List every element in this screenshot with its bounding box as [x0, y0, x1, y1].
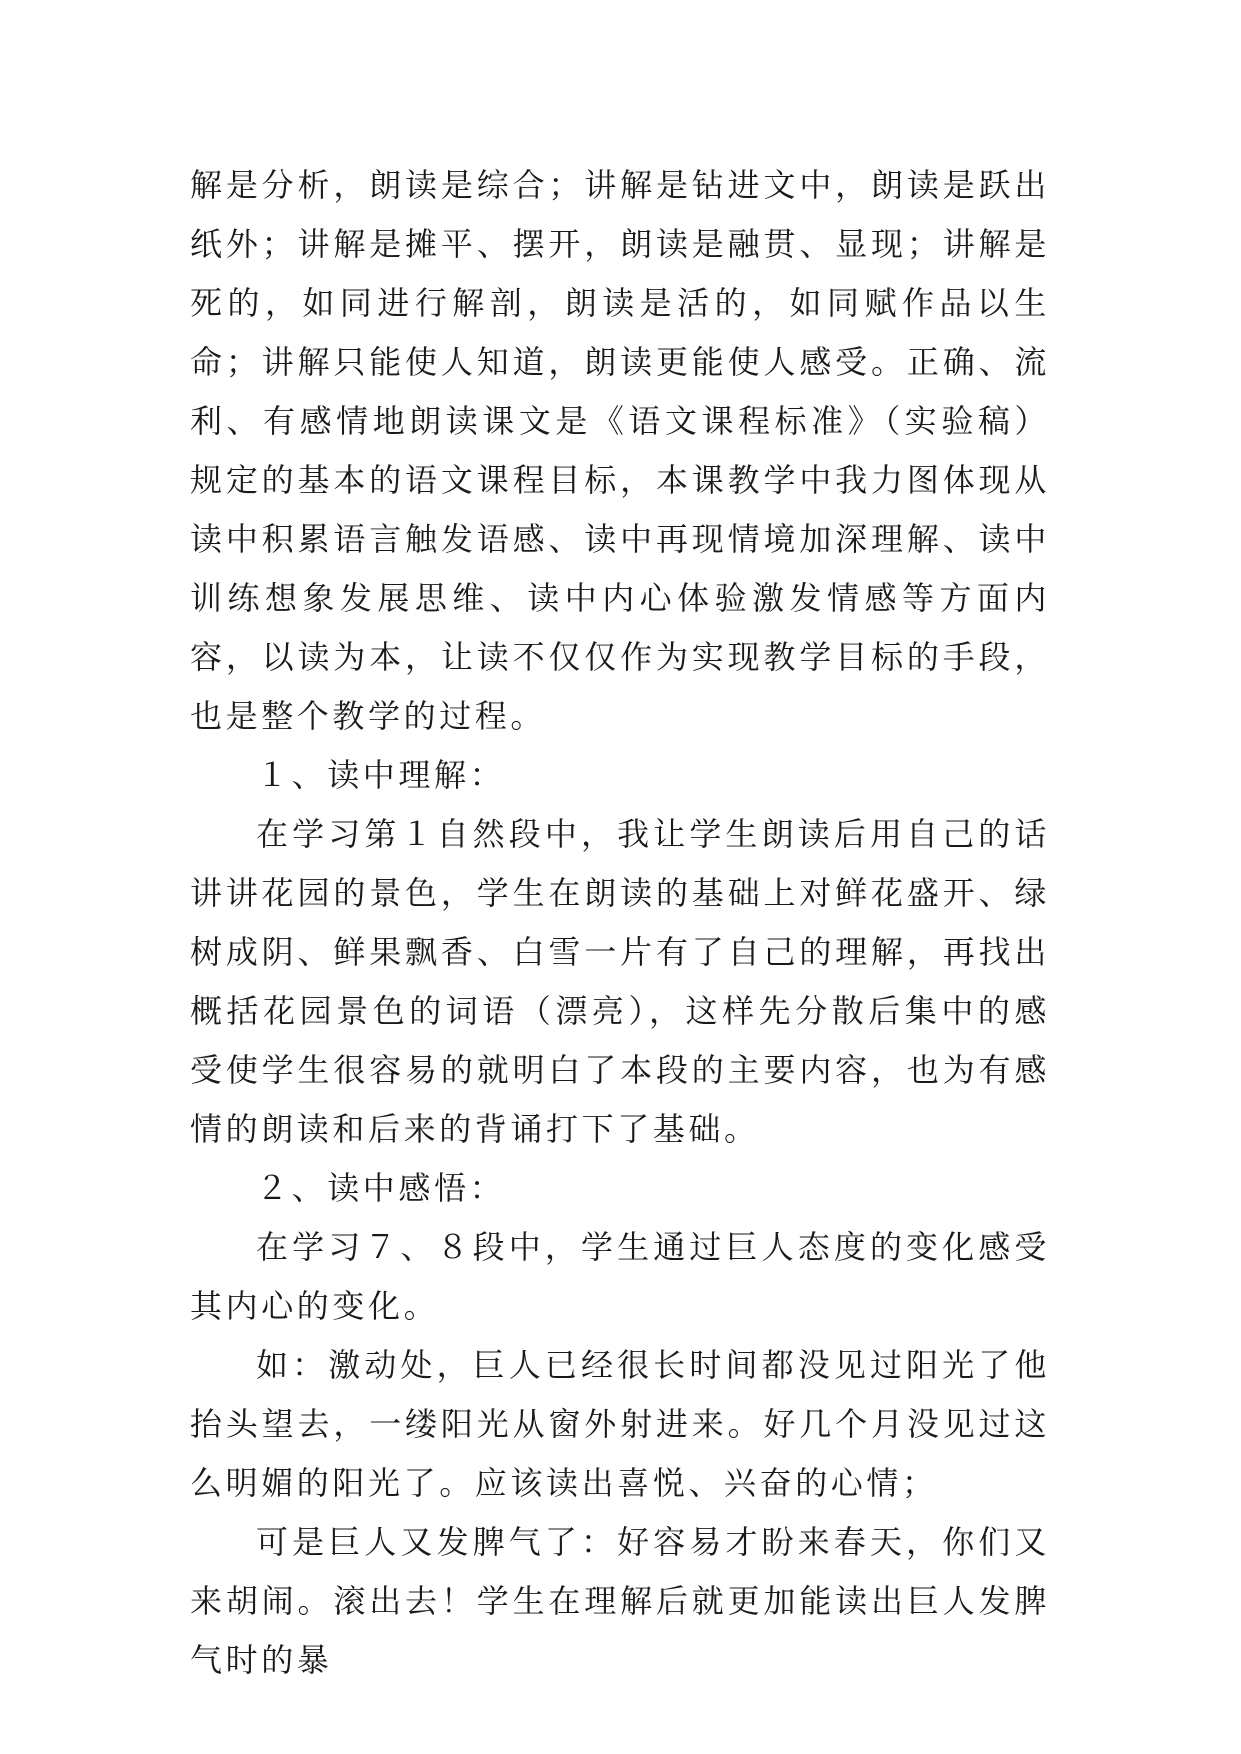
- paragraph-giant-temper: 可是巨人又发脾气了：好容易才盼来春天，你们又来胡闹。滚出去！学生在理解后就更加能读出巨人发脾气时的暴: [190, 1523, 1050, 1679]
- document-body: [190, 156, 1050, 1690]
- paragraph-reading-vs-explaining: 解是分析，朗读是综合；讲解是钻进文中，朗读是跃出纸外；讲解是摊平、摆开，朗读是融贯、显现；讲解是死的，如同进行解剖，朗读是活的，如同赋作品以生命；讲解只能使人知道，朗读更能使人感受。正确、流利、有感情地朗读课文是《语文课程标准》（实验稿）规定的基本的语文课程目标，本课教学中我力图体现从读中积累语言触发语感、读中再现情境加深理解、读中训练想象发展思维、读中内心体验激发情感等方面内容，以读为本，让读不仅仅作为实现教学目标的手段，也是整个教学的过程。: [190, 166, 1050, 735]
- section-heading-reading-understanding: １、读中理解：: [256, 756, 506, 794]
- section-heading-reading-perception: ２、读中感悟：: [256, 1169, 506, 1207]
- paragraph-example-excitement: 如：激动处，巨人已经很长时间都没见过阳光了他抬头望去，一缕阳光从窗外射进来。好几个月没见过这么明媚的阳光了。应该读出喜悦、兴奋的心情；: [190, 1346, 1050, 1502]
- paragraph-first-section: 在学习第１自然段中，我让学生朗读后用自己的话讲讲花园的景色，学生在朗读的基础上对鲜花盛开、绿树成阴、鲜果飘香、白雪一片有了自己的理解，再找出概括花园景色的词语（漂亮），这样先分散后集中的感受使学生很容易的就明白了本段的主要内容，也为有感情的朗读和后来的背诵打下了基础。: [190, 815, 1050, 1148]
- paragraph-sections-7-8: 在学习７、８段中，学生通过巨人态度的变化感受其内心的变化。: [190, 1228, 1050, 1325]
